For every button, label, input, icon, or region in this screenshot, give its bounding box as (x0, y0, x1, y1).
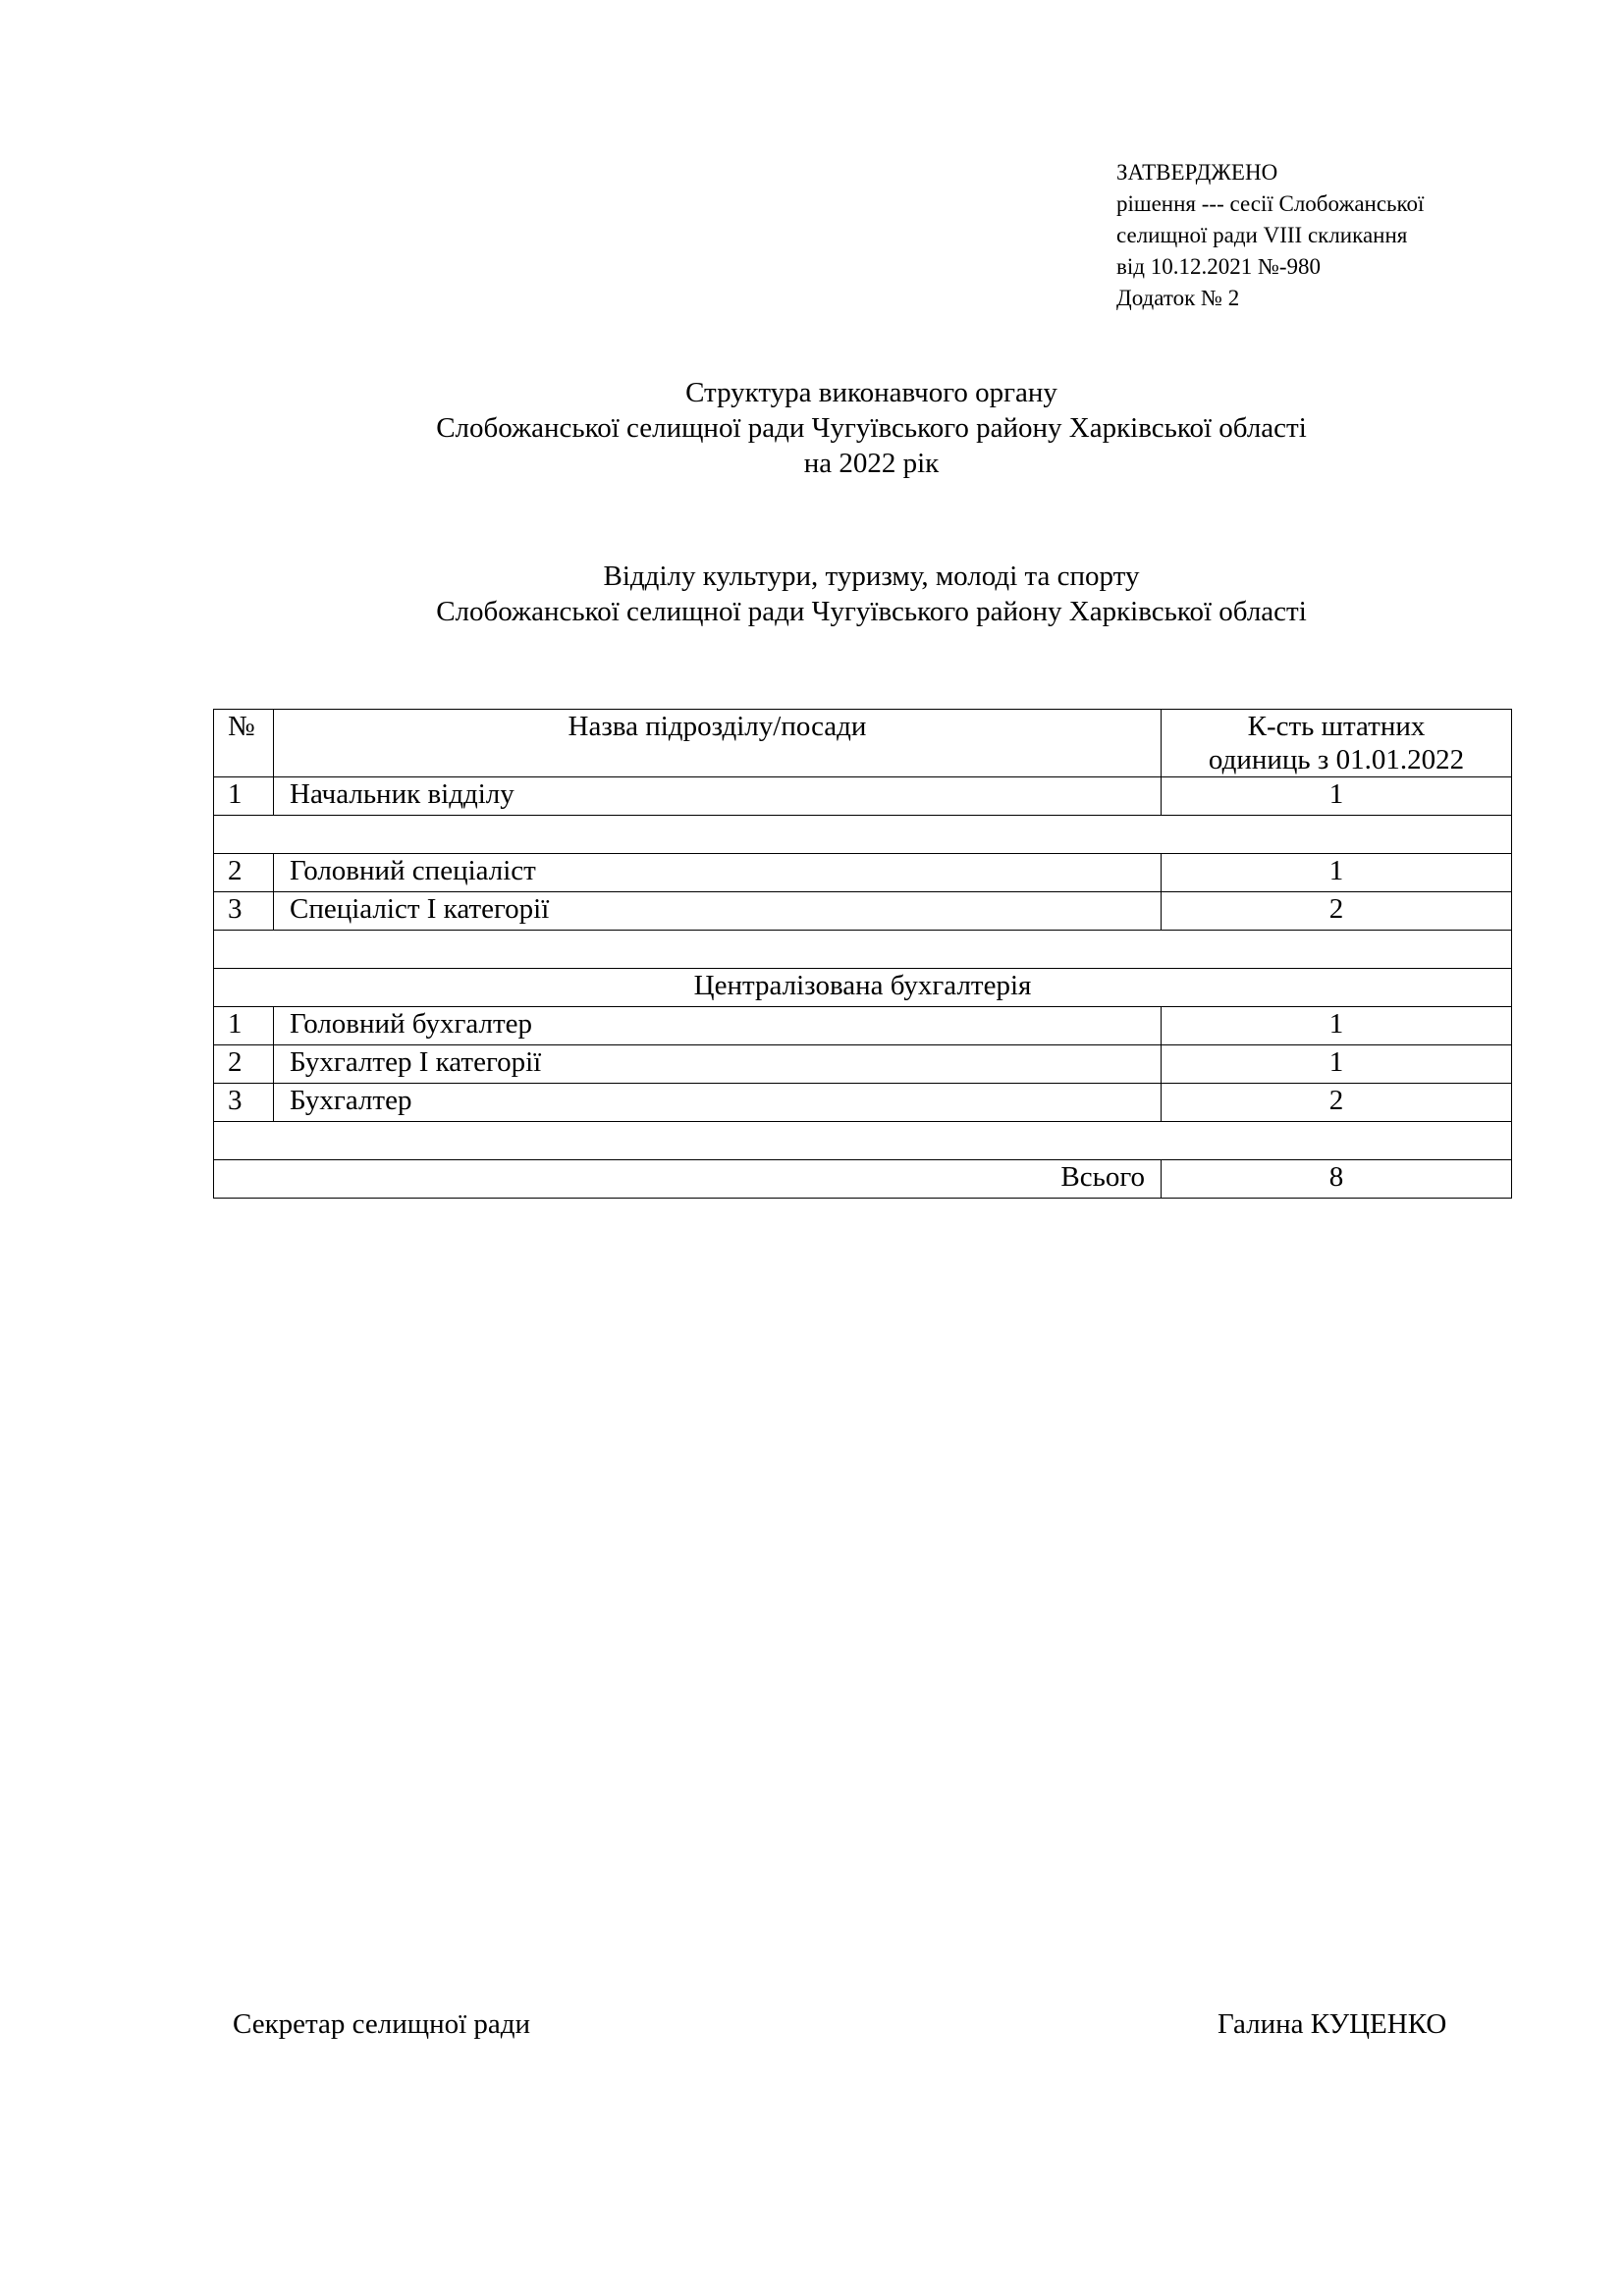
table-body (214, 777, 1512, 1160)
row-num: 2 (214, 1045, 274, 1084)
row-count: 1 (1162, 1045, 1512, 1084)
total-row (214, 1160, 1512, 1199)
blank-cell (214, 931, 1512, 969)
table-header-row (214, 710, 1512, 777)
department-line: Відділу культури, туризму, молоді та спорту (603, 561, 1140, 592)
blank-cell (214, 1122, 1512, 1160)
header-count (1162, 710, 1512, 777)
row-count: 2 (1162, 1084, 1512, 1122)
row-count: 2 (1162, 892, 1512, 931)
department-line: Слобожанської селищної ради Чугуївського району Харківської області (436, 596, 1307, 627)
header-count-line: одиниць з 01.01.2022 (1208, 744, 1465, 775)
table-row (214, 777, 1512, 816)
blank-cell (214, 816, 1512, 854)
header-num: № (214, 710, 274, 777)
approval-line: від 10.12.2021 №-980 (1116, 254, 1322, 279)
row-num: 3 (214, 892, 274, 931)
signature-position: Секретар селищної ради (233, 2008, 531, 2040)
row-num: 3 (214, 1084, 274, 1122)
blank-row (214, 816, 1512, 854)
row-position-name: Спеціаліст І категорії (274, 892, 1162, 931)
row-position-name: Головний спеціаліст (274, 854, 1162, 892)
row-position-name: Начальник відділу (274, 777, 1162, 816)
staff-table (213, 709, 1512, 1199)
table-row (214, 1045, 1512, 1084)
header-name: Назва підрозділу/посади (274, 710, 1162, 777)
title-line: Слобожанської селищної ради Чугуївського району Харківської області (436, 412, 1307, 444)
row-count: 1 (1162, 854, 1512, 892)
blank-row (214, 931, 1512, 969)
total-label: Всього (214, 1160, 1162, 1199)
row-num: 1 (214, 777, 274, 816)
table-row (214, 892, 1512, 931)
signature-name: Галина КУЦЕНКО (1218, 2008, 1447, 2040)
table-row (214, 854, 1512, 892)
table-row (214, 1084, 1512, 1122)
document-title (0, 375, 1624, 481)
table-row (214, 1007, 1512, 1045)
title-line: на 2022 рік (803, 448, 940, 479)
row-num: 2 (214, 854, 274, 892)
approval-line: рішення --- сесії Слобожанської (1116, 191, 1425, 216)
title-line: Структура виконавчого органу (685, 377, 1057, 408)
blank-row (214, 1122, 1512, 1160)
row-count: 1 (1162, 1007, 1512, 1045)
approval-line: селищної ради VIII скликання (1116, 223, 1408, 247)
row-count: 1 (1162, 777, 1512, 816)
row-num: 1 (214, 1007, 274, 1045)
approval-stamp (1116, 157, 1424, 314)
approval-line: ЗАТВЕРДЖЕНО (1116, 160, 1278, 185)
row-position-name: Бухгалтер І категорії (274, 1045, 1162, 1084)
row-position-name: Бухгалтер (274, 1084, 1162, 1122)
row-position-name: Головний бухгалтер (274, 1007, 1162, 1045)
header-count-line: К-сть штатних (1247, 711, 1426, 742)
section-row (214, 969, 1512, 1007)
approval-line: Додаток № 2 (1116, 286, 1240, 310)
section-title: Централізована бухгалтерія (214, 969, 1512, 1007)
total-count: 8 (1162, 1160, 1512, 1199)
department-title (0, 559, 1624, 629)
